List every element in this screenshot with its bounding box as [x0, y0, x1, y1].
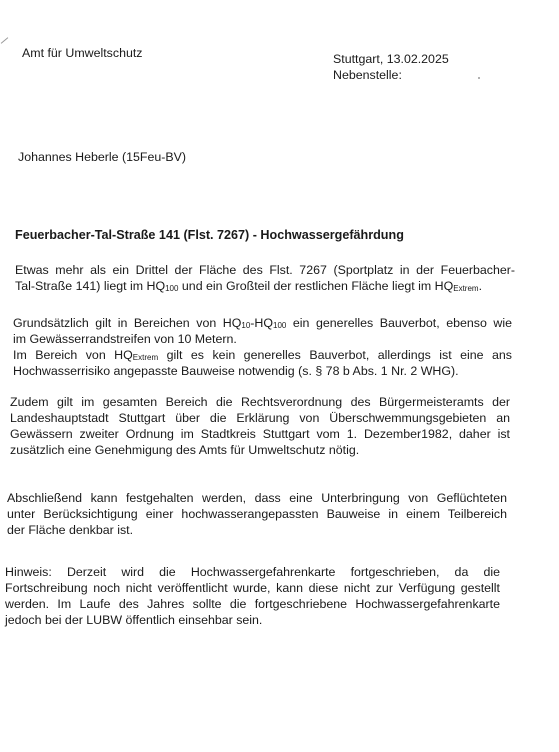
paragraph-line: Tal-Straße 141) liegt im $HQ_{100}$ und ein Großteil der restlichen Fläche liegt im $HQ_{Extrem}$. [15, 279, 483, 293]
paragraph-line: Abschließend kann festgehalten werden, dass eine Unterbringung von Geflüchteten [7, 491, 507, 505]
paragraph-location [15, 262, 515, 294]
paragraph-line: jedoch bei der LUBW öffentlich einsehbar sein. [5, 613, 263, 627]
letter-date: Stuttgart, 13.02.2025 [333, 52, 449, 66]
paragraph-line: werden. Im Laufe des Jahres sollte die fortgeschriebene Hochwassergefahrenkarte [5, 597, 500, 611]
recipient: Johannes Heberle (15Feu-BV) [18, 150, 187, 164]
branch-label: Nebenstelle: [333, 68, 402, 82]
paragraph-building-ban [13, 315, 512, 379]
paragraph-regulation [10, 394, 510, 458]
sender-department: Amt für Umweltschutz [22, 46, 143, 60]
paragraph-line: Fortschreibung noch nicht veröffentlicht wurde, kann diese nicht zur Verfügung gestellt [5, 581, 500, 595]
paragraph-note [5, 564, 500, 628]
paragraph-line: unter Berücksichtigung einer hochwasserangepassten Bauweise in einem Teilbereich [7, 507, 507, 521]
paragraph-line: Gewässern zweiter Ordnung im Stadtkreis Stuttgart vom 1. Dezember1982, daher ist [10, 427, 510, 441]
paragraph-line: Zudem gilt im gesamten Bereich die Rechtsverordnung des Bürgermeisteramts der [10, 395, 510, 409]
paragraph-conclusion [7, 490, 507, 538]
paragraph-line: Im Bereich von $HQ_{Extrem}$ gilt es kein generelles Bauverbot, allerdings ist eine ans [13, 348, 512, 362]
paragraph-line: Hinweis: Derzeit wird die Hochwassergefahrenkarte fortgeschrieben, da die [5, 565, 500, 579]
paragraph-line: im Gewässerrandstreifen von 10 Metern. [13, 332, 237, 346]
scan-dot [478, 77, 480, 79]
paragraph-line: Etwas mehr als ein Drittel der Fläche des Flst. 7267 (Sportplatz in der Feuerbacher- [15, 263, 515, 277]
paragraph-line: zusätzlich eine Genehmigung des Amts für Umweltschutz nötig. [10, 443, 360, 457]
paragraph-line: der Fläche denkbar ist. [7, 523, 134, 537]
paragraph-line: Landeshauptstadt Stuttgart über die Erklärung von Überschwemmungsgebieten an [10, 411, 510, 425]
paragraph-line: Hochwasserrisiko angepasste Bauweise notwendig (s. § 78 b Abs. 1 Nr. 2 WHG). [13, 364, 459, 378]
scan-artifact [1, 37, 9, 44]
subject-line: Feuerbacher-Tal-Straße 141 (Flst. 7267) - Hochwassergefährdung [15, 228, 404, 242]
paragraph-line: Grundsätzlich gilt in Bereichen von $HQ_{10}-HQ_{100}$ ein generelles Bauverbot, ebenso wie [13, 316, 513, 330]
